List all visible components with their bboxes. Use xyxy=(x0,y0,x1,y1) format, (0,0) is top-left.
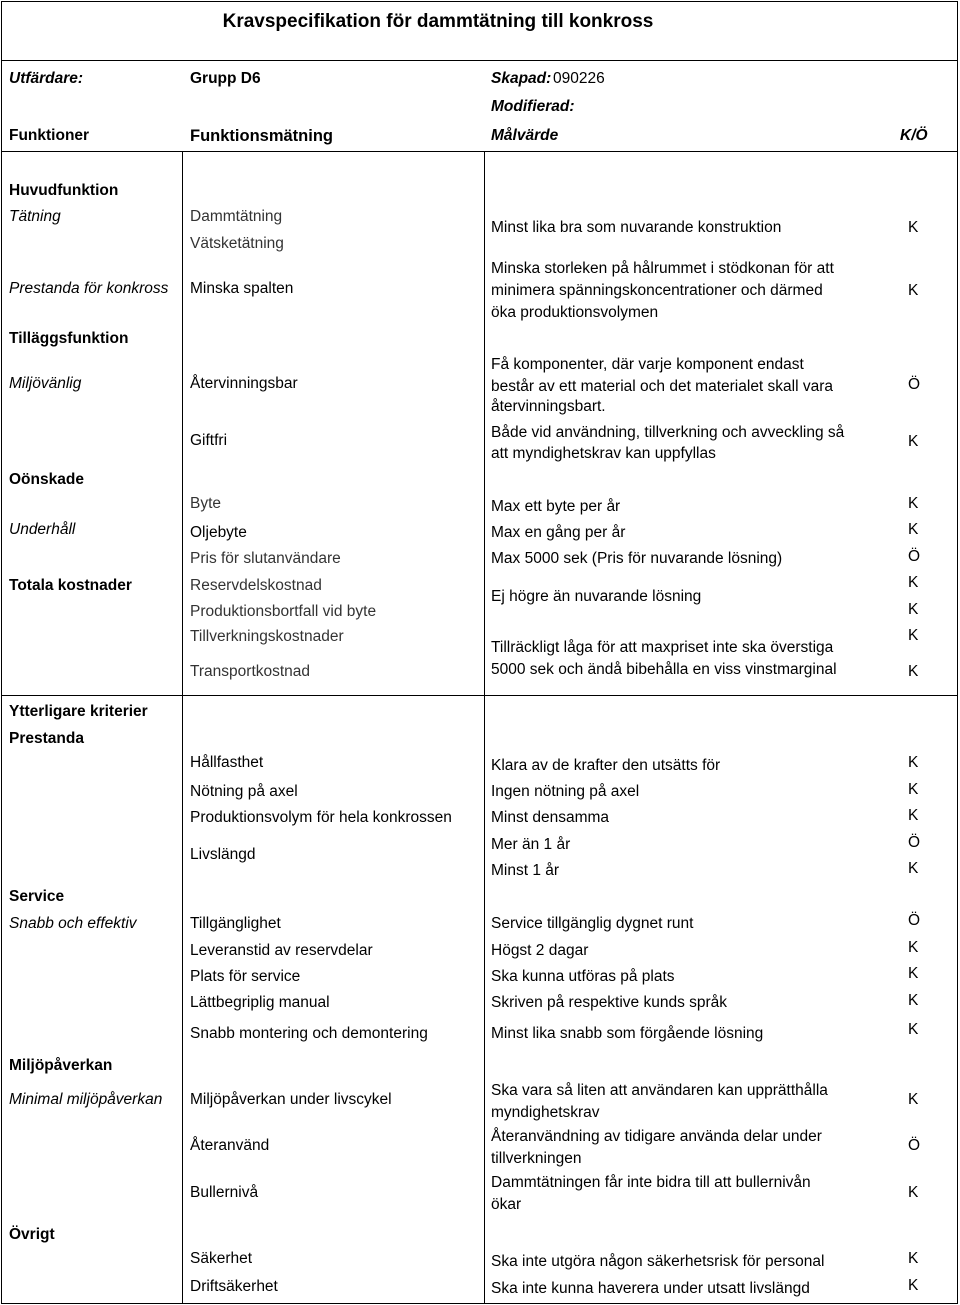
border-top xyxy=(1,1,958,2)
target-r17: Ska kunna utföras på plats xyxy=(491,968,675,985)
target-r11: Ingen nötning på axel xyxy=(491,783,640,800)
divider-title xyxy=(1,60,958,61)
target-r3a: Få komponenter, där varje komponent endast xyxy=(491,356,804,373)
page-title: Kravspecifikation för dammtätning till konkross xyxy=(222,11,654,32)
ko-value: K xyxy=(908,965,919,982)
measure-byte: Byte xyxy=(190,495,222,512)
ko-value: K xyxy=(908,433,919,450)
ko-value: K xyxy=(908,1184,919,1201)
measure-sakerhet: Säkerhet xyxy=(190,1250,253,1267)
measure-produktionsvolym: Produktionsvolym för hela konkrossen xyxy=(190,809,452,826)
target-r3c: återvinningsbart. xyxy=(491,398,606,415)
target-r21b: tillverkningen xyxy=(491,1150,582,1167)
target-r3b: består av ett material och det materialet skall vara xyxy=(491,378,834,395)
measure-transportkostnad: Transportkostnad xyxy=(190,663,311,680)
header-malvarde: Målvärde xyxy=(491,127,559,144)
ko-value: Ö xyxy=(908,548,921,565)
measure-ateranvand: Återanvänd xyxy=(190,1137,270,1154)
header-funktionsmatning: Funktionsmätning xyxy=(190,127,333,145)
target-r19: Minst lika snabb som förgående lösning xyxy=(491,1025,764,1042)
function-miljovanlig: Miljövänlig xyxy=(9,375,82,392)
ko-value: K xyxy=(908,860,919,877)
border-left xyxy=(1,1,2,1304)
measure-leveranstid: Leveranstid av reservdelar xyxy=(190,942,373,959)
ko-value: Ö xyxy=(908,376,921,393)
utfardare-value: Grupp D6 xyxy=(190,70,261,87)
border-bottom xyxy=(1,1303,958,1304)
target-r13: Mer än 1 år xyxy=(491,836,571,853)
section-ytterligare-kriterier: Ytterligare kriterier xyxy=(9,703,148,720)
measure-livslangd: Livslängd xyxy=(190,846,256,863)
skapad-value: 090226 xyxy=(553,70,605,87)
ko-value: K xyxy=(908,521,919,538)
target-r14: Minst 1 år xyxy=(491,862,560,879)
ko-value: K xyxy=(908,282,919,299)
divider-col-2 xyxy=(484,151,485,1303)
measure-driftsakerhet: Driftsäkerhet xyxy=(190,1278,278,1295)
function-underhall: Underhåll xyxy=(9,521,76,538)
target-r12: Minst densamma xyxy=(491,809,610,826)
divider-ytterligare xyxy=(1,695,958,696)
utfardare-label: Utfärdare: xyxy=(9,70,84,87)
target-r9b: 5000 sek och ändå bibehålla en viss vinstmarginal xyxy=(491,661,837,678)
target-r4a: Både vid användning, tillverkning och avveckling så xyxy=(491,424,845,441)
target-r10: Klara av de krafter den utsätts för xyxy=(491,757,721,774)
ko-value: K xyxy=(908,1021,919,1038)
target-r2a: Minska storleken på hålrummet i stödkonan för att xyxy=(491,260,834,277)
ko-value: Ö xyxy=(908,1137,921,1154)
target-r15: Service tillgänglig dygnet runt xyxy=(491,915,694,932)
header-ko: K/Ö xyxy=(900,127,928,144)
divider-col-1 xyxy=(182,151,183,1303)
target-r24: Ska inte kunna haverera under utsatt livslängd xyxy=(491,1280,810,1297)
ko-value: K xyxy=(908,574,919,591)
target-r23: Ska inte utgöra någon säkerhetsrisk för personal xyxy=(491,1253,825,1270)
section-prestanda: Prestanda xyxy=(9,730,84,747)
ko-value: K xyxy=(908,807,919,824)
function-prestanda-konkross: Prestanda för konkross xyxy=(9,280,169,297)
measure-plats: Plats för service xyxy=(190,968,301,985)
measure-notning: Nötning på axel xyxy=(190,783,298,800)
ko-value: K xyxy=(908,1250,919,1267)
measure-dammtatning: Dammtätning xyxy=(190,208,283,225)
ko-value: K xyxy=(908,754,919,771)
measure-tillverkningskostnader: Tillverkningskostnader xyxy=(190,628,344,645)
ko-value: K xyxy=(908,1091,919,1108)
measure-giftfri: Giftfri xyxy=(190,432,228,449)
ko-value: K xyxy=(908,627,919,644)
target-r21a: Återanvändning av tidigare använda delar under xyxy=(491,1128,822,1145)
ko-value: K xyxy=(908,495,919,512)
measure-minska-spalten: Minska spalten xyxy=(190,280,294,297)
section-miljopaverkan: Miljöpåverkan xyxy=(9,1057,113,1074)
target-r22b: ökar xyxy=(491,1196,522,1213)
measure-vatsketatning: Vätsketätning xyxy=(190,235,284,252)
ko-value: K xyxy=(908,219,919,236)
measure-tillganglighet: Tillgänglighet xyxy=(190,915,281,932)
measure-produktionsbortfall: Produktionsbortfall vid byte xyxy=(190,603,377,620)
function-minimal-miljopaverkan: Minimal miljöpåverkan xyxy=(9,1091,163,1108)
ko-value: K xyxy=(908,1277,919,1294)
ko-value: K xyxy=(908,781,919,798)
target-r2b: minimera spänningskoncentrationer och därmed xyxy=(491,282,823,299)
target-r9a: Tillräckligt låga för att maxpriset inte ska överstiga xyxy=(491,639,834,656)
target-r4b: att myndighetskrav kan uppfyllas xyxy=(491,445,716,462)
target-r20a: Ska vara så liten att användaren kan upprätthålla xyxy=(491,1082,828,1099)
ko-value: K xyxy=(908,601,919,618)
target-r22a: Dammtätningen får inte bidra till att bullernivån xyxy=(491,1174,811,1191)
measure-bullerniva: Bullernivå xyxy=(190,1184,259,1201)
border-right xyxy=(957,1,958,1304)
modifierad-label: Modifierad: xyxy=(491,98,575,115)
measure-pris: Pris för slutanvändare xyxy=(190,550,341,567)
target-r20b: myndighetskrav xyxy=(491,1104,600,1121)
target-r1: Minst lika bra som nuvarande konstruktion xyxy=(491,219,782,236)
ko-value: K xyxy=(908,939,919,956)
target-r18: Skriven på respektive kunds språk xyxy=(491,994,728,1011)
target-r8: Ej högre än nuvarande lösning xyxy=(491,588,702,605)
section-tillaggsfunktion: Tilläggsfunktion xyxy=(9,330,129,347)
target-r5: Max ett byte per år xyxy=(491,498,621,515)
measure-snabb-montering: Snabb montering och demontering xyxy=(190,1025,428,1042)
ko-value: Ö xyxy=(908,834,921,851)
measure-atervinningsbar: Återvinningsbar xyxy=(190,375,298,392)
divider-header xyxy=(1,151,958,152)
target-r16: Högst 2 dagar xyxy=(491,942,589,959)
measure-reservdelskostnad: Reservdelskostnad xyxy=(190,577,322,594)
skapad-label: Skapad: xyxy=(491,70,552,87)
ko-value: Ö xyxy=(908,912,921,929)
measure-hallfasthet: Hållfasthet xyxy=(190,754,264,771)
section-service: Service xyxy=(9,888,65,905)
function-tatning: Tätning xyxy=(9,208,61,225)
function-snabb-effektiv: Snabb och effektiv xyxy=(9,915,137,932)
section-huvudfunktion: Huvudfunktion xyxy=(9,182,119,199)
ko-value: K xyxy=(908,992,919,1009)
ko-value: K xyxy=(908,663,919,680)
section-ovrigt: Övrigt xyxy=(9,1226,55,1243)
target-r7: Max 5000 sek (Pris för nuvarande lösning) xyxy=(491,550,783,567)
target-r6: Max en gång per år xyxy=(491,524,626,541)
measure-oljebyte: Oljebyte xyxy=(190,524,247,541)
measure-manual: Lättbegriplig manual xyxy=(190,994,330,1011)
measure-miljopaverkan-livscykel: Miljöpåverkan under livscykel xyxy=(190,1091,392,1108)
target-r2c: öka produktionsvolymen xyxy=(491,304,659,321)
section-oonskade: Oönskade xyxy=(9,471,84,488)
header-funktioner: Funktioner xyxy=(9,127,90,144)
function-totala-kostnader: Totala kostnader xyxy=(9,577,132,594)
